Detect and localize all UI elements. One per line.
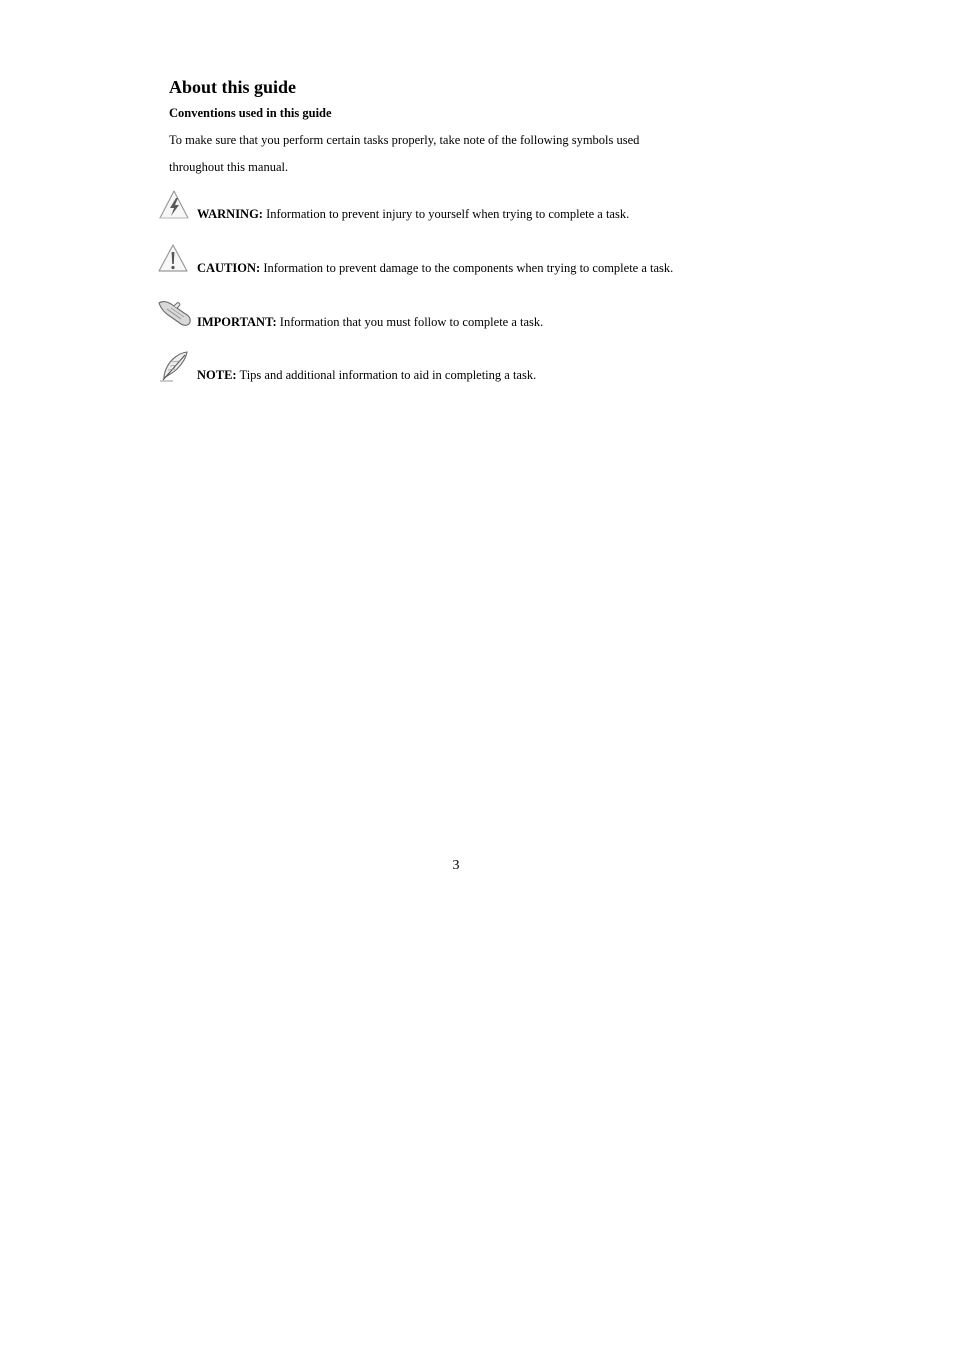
note-feather-icon	[157, 350, 193, 384]
caution-label: CAUTION:	[197, 261, 261, 275]
important-hand-icon	[157, 297, 193, 331]
notice-warning	[157, 189, 757, 225]
intro-paragraph	[169, 127, 729, 181]
note-text	[197, 367, 536, 383]
warning-lightning-icon	[157, 189, 193, 223]
caution-exclamation-icon	[157, 243, 193, 277]
note-description: Tips and additional information to aid in completing a task.	[236, 368, 537, 382]
warning-description: Information to prevent injury to yourself when trying to complete a task.	[262, 207, 630, 221]
notice-important	[157, 297, 757, 333]
section-heading: Conventions used in this guide	[169, 106, 332, 120]
page-number: 3	[452, 858, 460, 873]
warning-label: WARNING:	[197, 207, 263, 221]
notice-note	[157, 350, 757, 386]
important-text	[197, 314, 543, 330]
caution-description: Information to prevent damage to the components when trying to complete a task.	[260, 261, 674, 275]
note-label: NOTE:	[197, 368, 237, 382]
intro-line-1: To make sure that you perform certain tasks properly, take note of the following symbols used	[169, 133, 640, 147]
caution-text	[197, 260, 673, 276]
important-label: IMPORTANT:	[197, 315, 277, 329]
page-title: About this guide	[169, 77, 297, 97]
important-description: Information that you must follow to complete a task.	[276, 315, 544, 329]
notice-caution	[157, 243, 757, 279]
warning-text	[197, 206, 629, 222]
intro-line-2: throughout this manual.	[169, 160, 289, 174]
